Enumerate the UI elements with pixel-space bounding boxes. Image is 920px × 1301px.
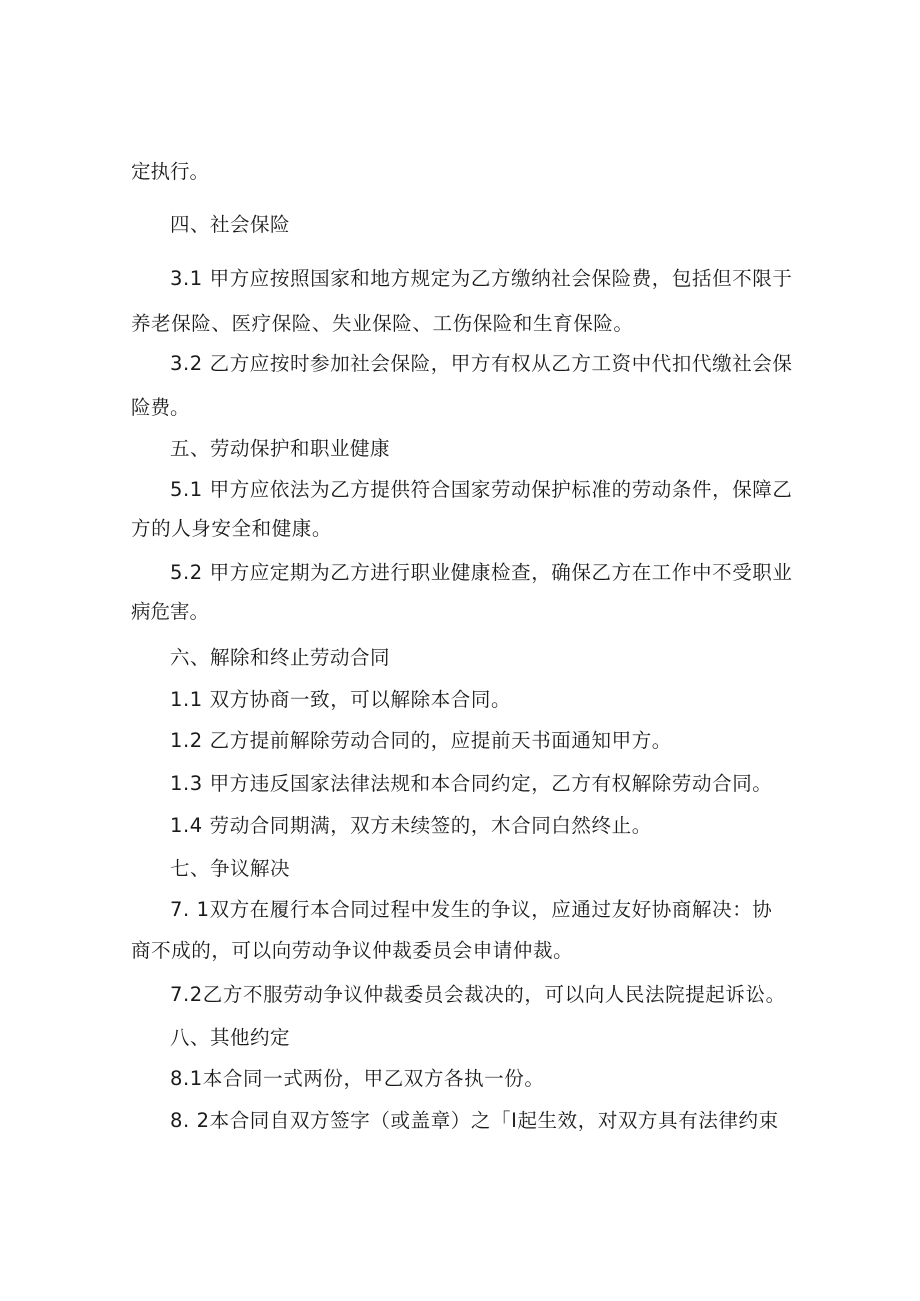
continuation-text: 定执行。	[131, 160, 210, 183]
section-4-heading: 四、社会保险	[170, 213, 291, 236]
section-6-item-4: 1.4 劳动合同期满，双方未续签的，木合同白然终止。	[170, 814, 652, 837]
section-6-item-3: 1.3 甲方违反国家法律法规和本合同约定，乙方有权解除劳动合同。	[170, 772, 773, 795]
section-5-paragraph-1-line-1: 5.1 甲方应依法为乙方提供符合国家劳动保护标准的劳动条件，保障乙	[170, 478, 793, 501]
section-5-paragraph-1-line-2: 方的人身安全和健康。	[131, 517, 333, 540]
section-5-paragraph-2-line-2: 病危害。	[131, 600, 210, 623]
section-8-paragraph-2-line-1: 8. 2本合同自双方签字（或盖章）之「I起生效，对双方具有法律约束	[170, 1109, 779, 1132]
section-7-paragraph-2-line-1: 7.2乙方不服劳动争议仲裁委员会裁决的，可以向人民法院提起诉讼。	[170, 983, 786, 1006]
section-8-paragraph-1: 8.1本合同一式两份，甲乙双方各执一份。	[170, 1067, 545, 1090]
section-4-paragraph-2-line-2: 险费。	[131, 396, 190, 419]
section-6-item-2: 1.2 乙方提前解除劳动合同的，应提前天书面通知甲方。	[170, 729, 672, 752]
section-6-item-1: 1.1 双方协商一致，可以解除本合同。	[170, 688, 512, 711]
section-4-paragraph-2-line-1: 3.2 乙方应按时参加社会保险，甲方有权从乙方工资中代扣代缴社会保	[170, 352, 793, 375]
section-8-heading: 八、其他约定	[170, 1026, 291, 1049]
section-4-paragraph-1-line-1: 3.1 甲方应按照国家和地方规定为乙方缴纳社会保险费，包括但不限于	[170, 267, 793, 290]
section-7-paragraph-1-line-2: 商不成的，可以向劳动争议仲裁委员会申请仲裁。	[131, 939, 574, 962]
section-5-heading: 五、劳动保护和职业健康	[170, 437, 391, 460]
section-5-paragraph-2-line-1: 5.2 甲方应定期为乙方进行职业健康检查，确保乙方在工作中不受职业	[170, 561, 793, 584]
section-7-paragraph-1-line-1: 7. 1双方在履行本合同过程中发生的争议，应通过友好协商解决：协	[170, 898, 773, 921]
section-6-heading: 六、解除和终止劳动合同	[170, 646, 391, 669]
section-4-paragraph-1-line-2: 养老保险、医疗保险、失业保险、工伤保险和生育保险。	[131, 312, 634, 335]
section-7-heading: 七、争议解决	[170, 857, 291, 880]
